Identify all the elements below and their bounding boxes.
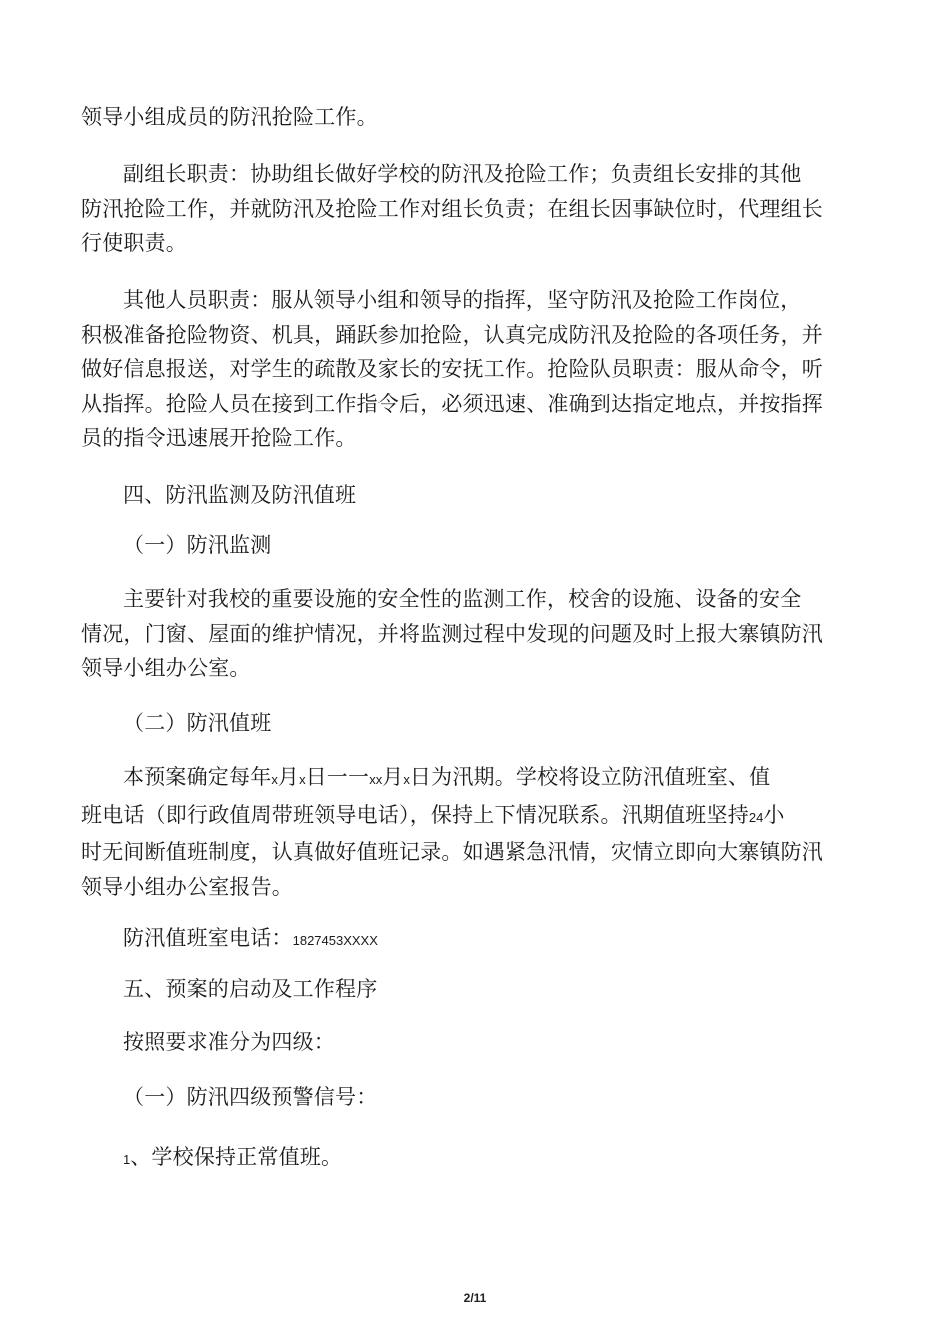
duty-phone-line [81, 921, 913, 959]
text-line: 积极准备抢险物资、机具，踊跃参加抢险，认真完成防汛及抢险的各项任务，并 [81, 322, 823, 347]
paragraph-leader-members [81, 100, 871, 135]
text-line [81, 760, 871, 798]
paragraph-other-staff-duties [81, 283, 871, 456]
day-placeholder: x [403, 772, 410, 787]
text-fragment: 日一一 [305, 765, 370, 789]
hours-number: 24 [748, 809, 764, 825]
text-line: 五、预案的启动及工作程序 [123, 977, 378, 1001]
phone-number: 1827453XXXX [292, 933, 378, 948]
text-line: 防汛抢险工作，并就防汛及抢险工作对组长负责；在组长因事缺位时，代理组长 [81, 196, 823, 221]
text-line: 情况，门窗、屋面的维护情况，并将监测过程中发现的问题及时上报大寨镇防汛 [81, 621, 823, 646]
list-number: 1 [123, 1152, 131, 1167]
text-fragment: 月 [277, 765, 300, 789]
text-line: 领导小组成员的防汛抢险工作。 [81, 105, 378, 129]
subheading-monitoring [81, 528, 913, 563]
month-placeholder: xx [369, 772, 383, 787]
paragraph-four-levels [81, 1025, 913, 1060]
text-fragment: 小 [763, 802, 785, 827]
text-line: （一）防汛四级预警信号： [123, 1085, 378, 1109]
text-line: 从指挥。抢险人员在接到工作指令后，必须迅速、准确到达指定地点，并按指挥 [81, 391, 823, 416]
section-heading-activation [81, 972, 913, 1007]
text-fragment: 月 [382, 765, 404, 789]
text-fragment: 班电话（即行政值周带班领导电话），保持上下情况联系。汛期值班坚持 [81, 802, 749, 827]
text-line: （一）防汛监测 [123, 533, 272, 557]
subheading-duty [81, 706, 913, 741]
text-line: 时无间断值班制度，认真做好值班记录。如遇紧急汛情，灾情立即向大寨镇防汛 [81, 840, 823, 864]
page-number: 2/11 [463, 1291, 487, 1305]
paragraph-deputy-duties [81, 157, 871, 261]
text-fragment: 、学校保持正常值班。 [130, 1145, 343, 1169]
subheading-level-four-warning [81, 1080, 913, 1115]
text-line: 主要针对我校的重要设施的安全性的监测工作，校舍的设施、设备的安全 [123, 587, 802, 611]
phone-label: 防汛值班室电话： [123, 926, 293, 950]
text-line: 四、防汛监测及防汛值班 [123, 483, 357, 507]
month-placeholder: x [271, 772, 278, 787]
day-placeholder: x [299, 772, 306, 787]
paragraph-flood-period [81, 760, 871, 904]
text-line: 其他人员职责：服从领导小组和领导的指挥，坚守防汛及抢险工作岗位， [123, 288, 802, 312]
text-line: 员的指令迅速展开抢险工作。 [81, 426, 357, 450]
text-line: 领导小组办公室。 [81, 656, 251, 680]
text-line: 做好信息报送，对学生的疏散及家长的安抚工作。抢险队员职责：服从命令，听 [81, 357, 823, 381]
text-fragment: 本预案确定每年 [123, 765, 272, 789]
section-heading-monitoring-duty [81, 478, 913, 513]
text-fragment: 日为汛期。学校将设立防汛值班室、值 [409, 765, 771, 789]
text-line: 按照要求准分为四级： [123, 1030, 335, 1054]
text-line: 行使职责。 [81, 231, 187, 255]
text-line: 领导小组办公室报告。 [81, 874, 293, 899]
text-line [123, 921, 913, 959]
paragraph-monitoring [81, 582, 871, 686]
text-line [123, 1140, 913, 1178]
text-line: 副组长职责：协助组长做好学校的防汛及抢险工作；负责组长安排的其他 [123, 162, 802, 186]
text-line [81, 798, 871, 836]
list-item-1 [81, 1140, 913, 1178]
text-line: （二）防汛值班 [123, 711, 272, 735]
